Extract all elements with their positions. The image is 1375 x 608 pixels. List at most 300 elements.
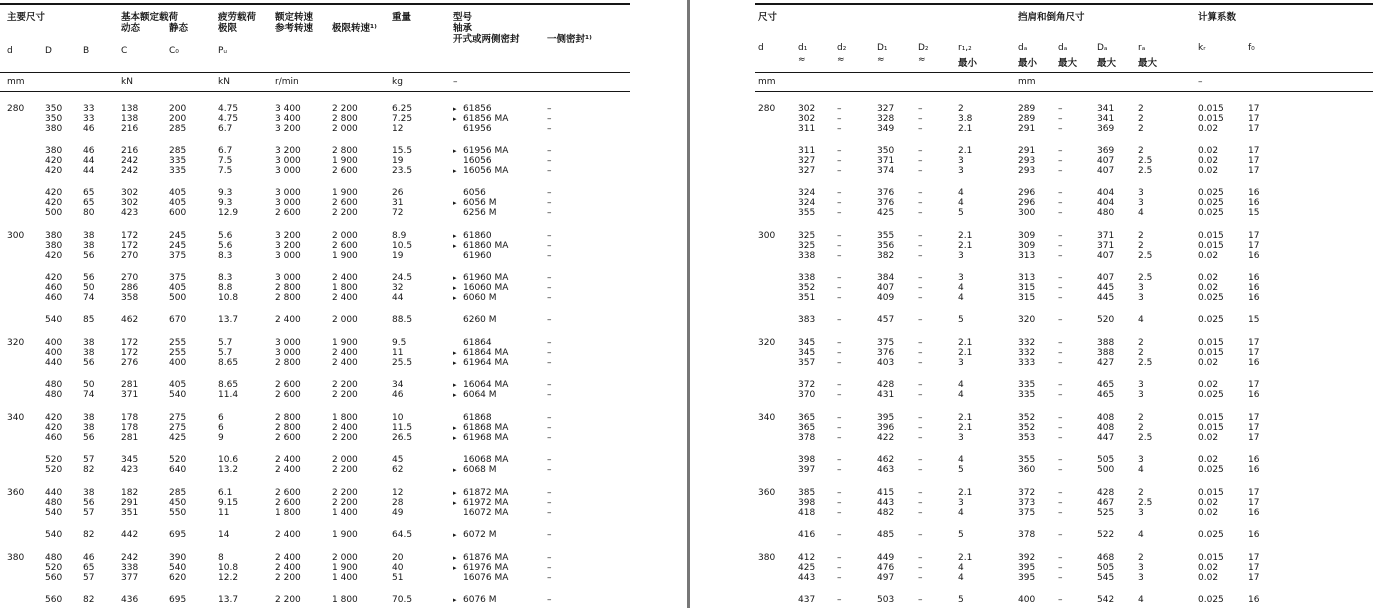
cell: 380 <box>45 146 63 156</box>
cell: 2 200 <box>275 573 301 583</box>
cell: 11.4 <box>218 390 239 400</box>
cell: 56 <box>83 498 95 508</box>
cell: 57 <box>83 455 95 465</box>
table-row <box>0 433 630 443</box>
cell: – <box>1058 283 1063 293</box>
table-row <box>755 114 1373 124</box>
cell: 0.02 <box>1198 508 1219 518</box>
cell: 418 <box>798 508 816 518</box>
cell-designation <box>453 146 547 156</box>
table-row <box>755 433 1373 443</box>
cell: 3 000 <box>275 166 301 176</box>
cell: 420 <box>45 156 63 166</box>
cell: 80 <box>83 208 95 218</box>
cell-seal: – <box>547 146 552 156</box>
cell-d: 380 <box>7 553 25 563</box>
cell: 0.02 <box>1198 251 1219 261</box>
cell: 352 <box>1018 413 1036 423</box>
cell: 431 <box>877 390 895 400</box>
cell-designation <box>453 595 547 605</box>
cell: 12 <box>392 488 404 498</box>
cell: – <box>918 251 923 261</box>
cell: 3 000 <box>275 338 301 348</box>
cell: 497 <box>877 573 895 583</box>
right-units-row <box>755 72 1373 92</box>
designation-text: 6056 M <box>463 198 497 208</box>
cell-designation <box>453 241 547 251</box>
cell: – <box>837 188 842 198</box>
cell: – <box>918 390 923 400</box>
cell: 0.02 <box>1198 273 1219 283</box>
cell-d <box>758 390 798 400</box>
cell: 2 000 <box>332 553 358 563</box>
cell: 396 <box>877 423 895 433</box>
cell: 385 <box>798 488 816 498</box>
cell: – <box>918 241 923 251</box>
cell: 4 <box>1138 208 1144 218</box>
cell: 460 <box>45 283 63 293</box>
cell: – <box>1058 423 1063 433</box>
cell: – <box>918 380 923 390</box>
cell: 34 <box>392 380 404 390</box>
cell: 485 <box>877 530 895 540</box>
cell: 242 <box>121 166 139 176</box>
cell: 19 <box>392 251 404 261</box>
cell: 285 <box>169 488 187 498</box>
cell-d <box>758 293 798 303</box>
cell: 5 <box>958 595 964 605</box>
symbol-d: d <box>7 46 13 56</box>
triangle-marker-icon: ▸ <box>453 199 457 207</box>
cell: 3 <box>958 156 964 166</box>
cell: 404 <box>1097 188 1115 198</box>
cell: 13.7 <box>218 595 239 605</box>
cell: – <box>1058 198 1063 208</box>
cell: – <box>918 508 923 518</box>
cell: 2 600 <box>332 241 358 251</box>
cell: 4 <box>958 508 964 518</box>
row-block <box>755 455 1373 475</box>
table-row <box>755 530 1373 540</box>
cell-d <box>7 530 45 540</box>
cell: 0.025 <box>1198 530 1224 540</box>
cell-designation <box>453 208 547 218</box>
cell: 17 <box>1248 573 1260 583</box>
designation-text: 6068 M <box>463 465 497 475</box>
cell: – <box>837 380 842 390</box>
cell: 405 <box>169 283 187 293</box>
cell: 8.3 <box>218 273 233 283</box>
table-row <box>0 390 630 400</box>
cell: 20 <box>392 553 404 563</box>
cell: 2.1 <box>958 241 973 251</box>
table-row <box>0 508 630 518</box>
cell-d: 340 <box>758 413 776 423</box>
cell-designation <box>453 380 547 390</box>
triangle-marker-icon: ▸ <box>453 232 457 240</box>
cell: 291 <box>1018 146 1036 156</box>
cell-designation <box>453 498 547 508</box>
cell: 427 <box>1097 358 1115 368</box>
qualifier-max: 最大 <box>1138 58 1158 69</box>
table-row <box>755 315 1373 325</box>
cell: 382 <box>877 251 895 261</box>
cell-d: 380 <box>758 553 776 563</box>
cell: 377 <box>121 573 139 583</box>
cell: 4 <box>958 380 964 390</box>
cell-designation <box>453 455 547 465</box>
cell: 2 400 <box>332 358 358 368</box>
cell: 325 <box>798 231 816 241</box>
size-group-d320 <box>755 338 1373 400</box>
cell: 56 <box>83 358 95 368</box>
cell: 560 <box>45 595 63 605</box>
cell: 281 <box>121 433 139 443</box>
cell: 7.5 <box>218 166 233 176</box>
row-block <box>0 188 630 218</box>
cell: 445 <box>1097 293 1115 303</box>
cell: 3 <box>1138 293 1144 303</box>
cell: – <box>837 251 842 261</box>
cell-d <box>758 595 798 605</box>
table-row <box>755 465 1373 475</box>
cell-seal: – <box>547 348 552 358</box>
cell: 12 <box>392 124 404 134</box>
cell: 16 <box>1248 530 1260 540</box>
cell: 7.25 <box>392 114 413 124</box>
size-group-d300 <box>755 231 1373 325</box>
cell-designation <box>453 338 547 348</box>
cell: – <box>837 208 842 218</box>
cell: – <box>1058 488 1063 498</box>
cell-designation <box>453 156 547 166</box>
cell-designation <box>453 488 547 498</box>
cell: 5.7 <box>218 338 233 348</box>
cell: 15 <box>1248 208 1260 218</box>
cell: 4 <box>958 573 964 583</box>
cell: 17 <box>1248 413 1260 423</box>
cell: 2.5 <box>1138 156 1153 166</box>
cell: 3 <box>958 433 964 443</box>
cell: 17 <box>1248 433 1260 443</box>
cell-designation <box>453 348 547 358</box>
cell: 178 <box>121 413 139 423</box>
cell: – <box>918 573 923 583</box>
cell: 3 <box>958 358 964 368</box>
cell: 437 <box>798 595 816 605</box>
cell: 388 <box>1097 348 1115 358</box>
cell: 327 <box>798 166 816 176</box>
cell: 5 <box>958 530 964 540</box>
designation-text: 6256 M <box>463 208 497 218</box>
cell: 3 000 <box>275 348 301 358</box>
cell-designation <box>453 423 547 433</box>
cell: 11 <box>392 348 404 358</box>
cell: 270 <box>121 251 139 261</box>
triangle-marker-icon: ▸ <box>453 499 457 507</box>
cell: – <box>1058 124 1063 134</box>
cell: 3 <box>1138 198 1144 208</box>
cell: 0.025 <box>1198 188 1224 198</box>
cell: 62 <box>392 465 404 475</box>
row-block <box>0 488 630 518</box>
cell: 4 <box>1138 465 1144 475</box>
cell: – <box>837 573 842 583</box>
cell: 2 400 <box>275 530 301 540</box>
table-row <box>755 390 1373 400</box>
symbol-D1: D₁ <box>877 43 888 53</box>
cell: 5.6 <box>218 231 233 241</box>
cell: 38 <box>83 231 95 241</box>
cell: 442 <box>121 530 139 540</box>
cell: 395 <box>1018 563 1036 573</box>
cell: – <box>837 338 842 348</box>
cell: 320 <box>1018 315 1036 325</box>
qualifier-max: 最大 <box>1097 58 1117 69</box>
cell-d: 280 <box>7 104 25 114</box>
cell: 480 <box>1097 208 1115 218</box>
table-row <box>0 465 630 475</box>
cell: 2 <box>1138 146 1144 156</box>
cell-d <box>758 498 798 508</box>
cell: 2 800 <box>332 114 358 124</box>
cell: 2.1 <box>958 413 973 423</box>
cell: 372 <box>798 380 816 390</box>
cell: 4 <box>1138 315 1144 325</box>
cell-seal: – <box>547 358 552 368</box>
page-divider <box>687 0 690 608</box>
designation-text: 16060 MA <box>463 283 509 293</box>
cell-seal: – <box>547 124 552 134</box>
triangle-marker-icon: ▸ <box>453 489 457 497</box>
cell: 4.75 <box>218 114 239 124</box>
cell: 16 <box>1248 390 1260 400</box>
cell: 324 <box>798 198 816 208</box>
cell: 2 <box>1138 413 1144 423</box>
cell: 345 <box>798 338 816 348</box>
cell: 13.7 <box>218 315 239 325</box>
cell: 17 <box>1248 498 1260 508</box>
symbol-C0: C₀ <box>169 46 179 56</box>
cell: 375 <box>169 273 187 283</box>
cell: 400 <box>45 348 63 358</box>
cell: 369 <box>1097 124 1115 134</box>
cell: 255 <box>169 338 187 348</box>
cell-designation <box>453 114 547 124</box>
cell: – <box>837 423 842 433</box>
cell-seal: – <box>547 208 552 218</box>
designation-text: 61968 MA <box>463 433 509 443</box>
table-row <box>755 124 1373 134</box>
cell: – <box>918 156 923 166</box>
cell: 296 <box>1018 188 1036 198</box>
symbol-f0: f₀ <box>1248 43 1255 53</box>
cell: 3 <box>1138 188 1144 198</box>
row-block <box>755 413 1373 443</box>
cell: 3 <box>958 273 964 283</box>
cell-designation <box>453 573 547 583</box>
cell: 5.7 <box>218 348 233 358</box>
table-row <box>0 166 630 176</box>
cell: 407 <box>1097 166 1115 176</box>
cell-d <box>7 166 45 176</box>
cell: – <box>918 455 923 465</box>
cell: 335 <box>1018 390 1036 400</box>
cell: 2.1 <box>958 423 973 433</box>
size-group-d300 <box>0 231 630 325</box>
cell: 15 <box>1248 315 1260 325</box>
cell: 2.1 <box>958 124 973 134</box>
cell: 172 <box>121 348 139 358</box>
triangle-marker-icon: ▸ <box>453 274 457 282</box>
cell: 620 <box>169 573 187 583</box>
cell-d <box>7 241 45 251</box>
cell: 17 <box>1248 166 1260 176</box>
cell: 422 <box>877 433 895 443</box>
triangle-marker-icon: ▸ <box>453 359 457 367</box>
cell: 3 <box>1138 508 1144 518</box>
cell: 500 <box>169 293 187 303</box>
cell: 38 <box>83 423 95 433</box>
cell: 2 800 <box>332 146 358 156</box>
cell: – <box>837 455 842 465</box>
triangle-marker-icon: ▸ <box>453 105 457 113</box>
cell: 2 400 <box>332 273 358 283</box>
designation-text: 61956 MA <box>463 146 509 156</box>
cell: 2.5 <box>1138 273 1153 283</box>
cell: 293 <box>1018 166 1036 176</box>
cell: 17 <box>1248 104 1260 114</box>
cell: 398 <box>798 498 816 508</box>
header-sealed-one-side: 一侧密封¹⁾ <box>547 34 592 45</box>
cell: 16 <box>1248 188 1260 198</box>
cell: 46 <box>83 146 95 156</box>
cell-d <box>7 114 45 124</box>
cell: 44 <box>83 166 95 176</box>
cell: 17 <box>1248 124 1260 134</box>
cell: 353 <box>1018 433 1036 443</box>
cell-designation <box>453 358 547 368</box>
triangle-marker-icon: ▸ <box>453 466 457 474</box>
cell: 16 <box>1248 358 1260 368</box>
cell: 38 <box>83 413 95 423</box>
row-block <box>0 338 630 368</box>
cell: 376 <box>877 348 895 358</box>
cell: 44 <box>392 293 404 303</box>
cell: – <box>1058 553 1063 563</box>
cell: 425 <box>169 433 187 443</box>
cell: 50 <box>83 283 95 293</box>
cell: – <box>1058 251 1063 261</box>
cell: 28 <box>392 498 404 508</box>
cell: 10.8 <box>218 563 239 573</box>
row-block <box>0 380 630 400</box>
cell: – <box>837 293 842 303</box>
cell-designation <box>453 390 547 400</box>
cell-d <box>7 315 45 325</box>
cell: 0.02 <box>1198 283 1219 293</box>
cell: 8 <box>218 553 224 563</box>
cell: – <box>1058 273 1063 283</box>
cell: 4 <box>1138 595 1144 605</box>
cell: 4 <box>958 455 964 465</box>
cell: – <box>837 488 842 498</box>
cell-seal: – <box>547 498 552 508</box>
symbol-B: B <box>83 46 90 56</box>
table-row <box>755 563 1373 573</box>
cell: 482 <box>877 508 895 518</box>
table-row <box>755 508 1373 518</box>
cell: 16 <box>1248 198 1260 208</box>
cell: 2.1 <box>958 338 973 348</box>
table-row <box>755 208 1373 218</box>
cell: 345 <box>121 455 139 465</box>
cell: 17 <box>1248 114 1260 124</box>
header-static: 静态 <box>169 23 189 34</box>
left-table-body <box>0 92 630 605</box>
cell: 172 <box>121 338 139 348</box>
cell: 405 <box>169 380 187 390</box>
size-group-d380 <box>0 553 630 605</box>
cell: 388 <box>1097 338 1115 348</box>
cell: 1 400 <box>332 573 358 583</box>
designation-text: 61972 MA <box>463 498 509 508</box>
cell: 0.02 <box>1198 563 1219 573</box>
cell: – <box>837 358 842 368</box>
cell: 15.5 <box>392 146 413 156</box>
cell: 65 <box>83 188 95 198</box>
table-row <box>755 455 1373 465</box>
cell: 2 400 <box>275 315 301 325</box>
cell: 302 <box>121 198 139 208</box>
cell: 38 <box>83 241 95 251</box>
row-block <box>0 595 630 605</box>
designation-text: 61860 MA <box>463 241 509 251</box>
cell-seal: – <box>547 273 552 283</box>
cell-d <box>758 251 798 261</box>
cell: 9 <box>218 433 224 443</box>
table-row <box>755 251 1373 261</box>
cell: 371 <box>121 390 139 400</box>
cell: 302 <box>798 104 816 114</box>
designation-text: 6260 M <box>463 315 497 325</box>
cell: 17 <box>1248 156 1260 166</box>
cell: 172 <box>121 241 139 251</box>
cell-d <box>758 573 798 583</box>
cell: 395 <box>1018 573 1036 583</box>
cell-d <box>758 508 798 518</box>
header-fatigue-limit: 极限 <box>218 23 238 34</box>
cell: 17 <box>1248 423 1260 433</box>
cell: 245 <box>169 241 187 251</box>
cell: 309 <box>1018 241 1036 251</box>
cell: – <box>837 166 842 176</box>
cell-d <box>7 283 45 293</box>
cell: 416 <box>798 530 816 540</box>
cell-d <box>7 198 45 208</box>
cell: 341 <box>1097 114 1115 124</box>
unit-mm: mm <box>758 77 776 87</box>
symbol-da-min: dₐ <box>1018 43 1028 53</box>
cell: 335 <box>1018 380 1036 390</box>
cell-d <box>7 208 45 218</box>
triangle-marker-icon: ▸ <box>453 349 457 357</box>
cell: 56 <box>83 433 95 443</box>
row-block <box>0 273 630 303</box>
symbol-D: D <box>45 46 52 56</box>
cell: 72 <box>392 208 404 218</box>
cell: – <box>1058 498 1063 508</box>
